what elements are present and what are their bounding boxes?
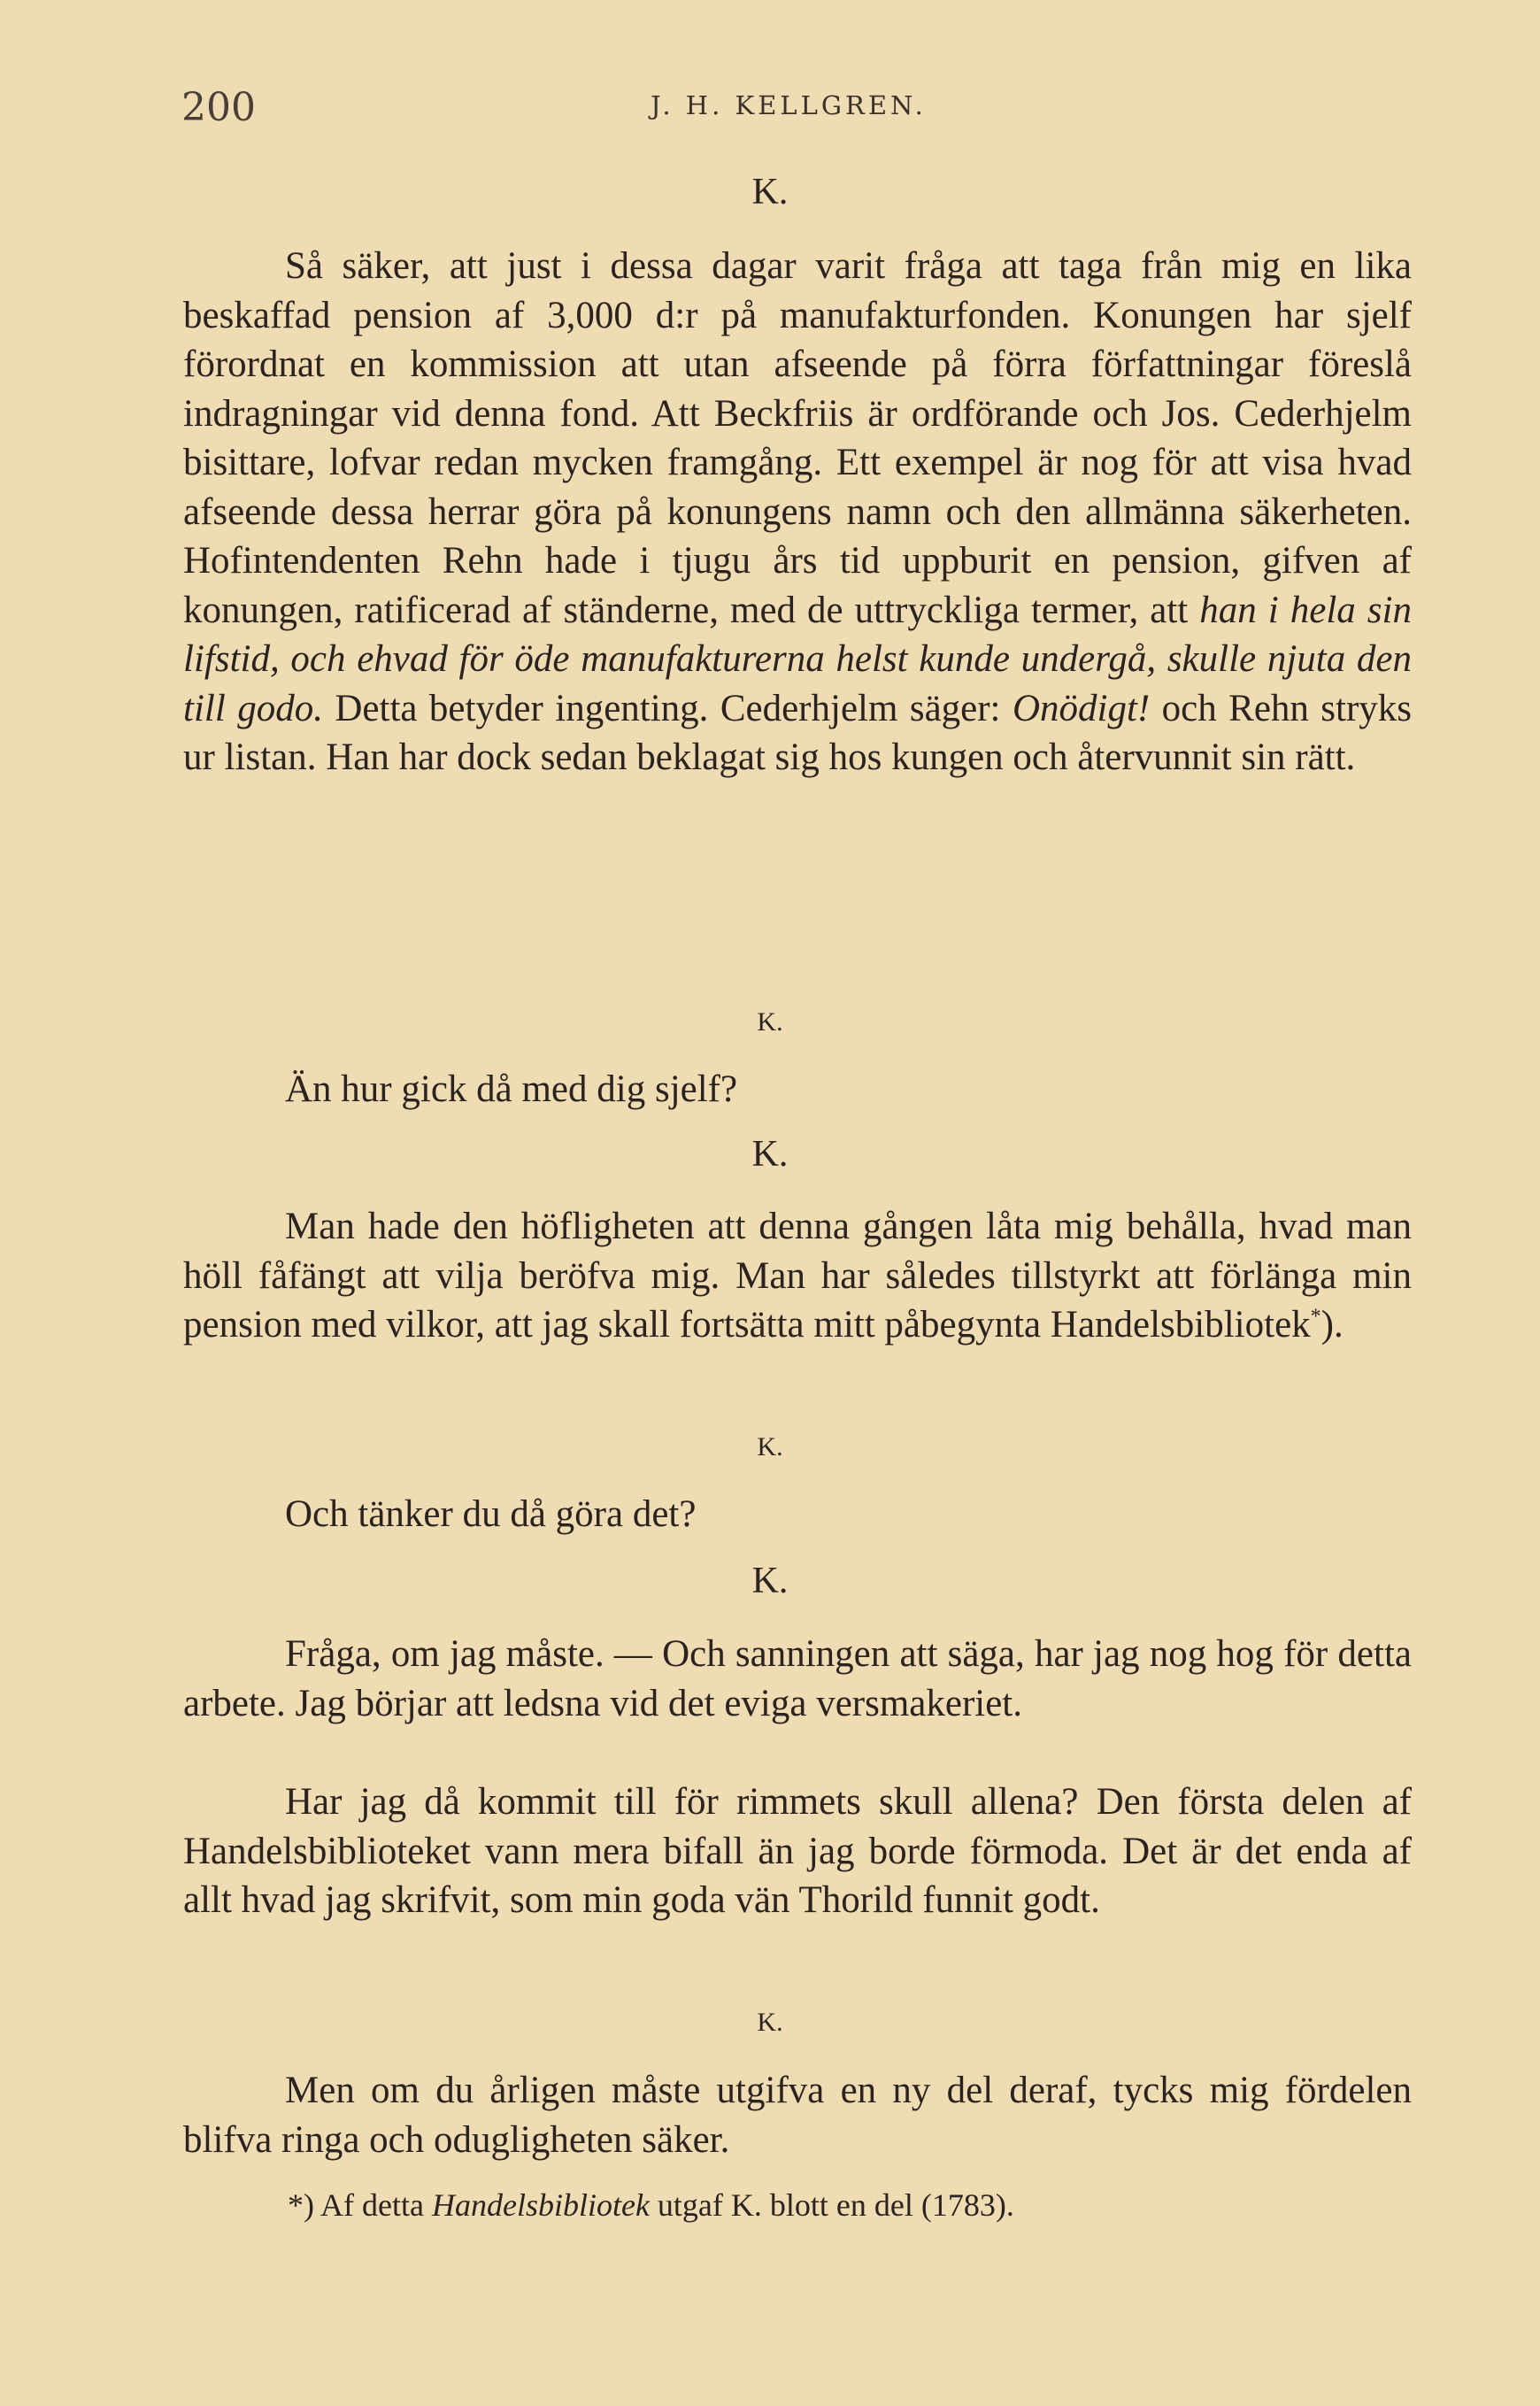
running-head — [181, 85, 1359, 130]
paragraph-question-2: Och tänker du då göra det? — [285, 1493, 697, 1535]
page-number: 200 — [181, 85, 256, 130]
footnote-text: Af detta — [320, 2187, 424, 2223]
footnote-text: utgaf K. blott en del (1783). — [657, 2187, 1014, 2223]
paragraph-text: Detta betyder ingenting. Cederhjelm säger: — [335, 687, 1001, 729]
footnote-mark: * — [1310, 1305, 1321, 1329]
paragraph-utgifva: Men om du årligen måste utgifva en ny del deraf, tycks mig fördelen blifva ringa och odugligheten säker. — [183, 2070, 1412, 2161]
italic-quote: han i hela sin lifstid, och ehvad för öde manufakturerna helst kunde undergå, skulle njuta den till godo. — [183, 589, 1412, 729]
paragraph-text: ). — [1321, 1304, 1344, 1346]
speaker-label: K. — [751, 1134, 789, 1175]
speaker-label: K. — [757, 1432, 783, 1461]
paragraph-pension — [183, 242, 1412, 783]
speaker-label: K. — [757, 2008, 783, 2037]
paragraph-text: Så säker, att just i dessa dagar varit fråga att taga från mig en lika beskaffad pension af 3,000 d:r på manufakturfonden. Konungen har sjelf förordnat en kommission att utan afseende på förra författningar föreslå indragningar vid denna fond. Att Beckfriis är ordförande och Jos. Cederhjelm bisittare, lofvar redan mycken framgång. Ett exempel är nog för att visa hvad afseende dessa herrar göra på konungens namn och den allmänna säkerheten. Hofintendenten Rehn hade i tjugu års tid uppburit en pension, gifven af konungen, ratificerad af ständerne, med de uttryckliga termer, att — [183, 245, 1412, 631]
speaker-label: K. — [751, 172, 789, 212]
paragraph-thorild: Har jag då kommit till för rimmets skull allena? Den första delen af Handelsbiblioteket vann mera bifall än jag borde förmoda. Det är det enda af allt hvad jag skrifvit, som min goda vän Thorild funnit godt. — [183, 1781, 1412, 1921]
running-title: J. H. KELLGREN. — [651, 90, 927, 120]
speaker-label: K. — [751, 1561, 789, 1601]
paragraph-question: Än hur gick då med dig sjelf? — [285, 1068, 738, 1110]
paragraph-handelsbibliotek — [183, 1202, 1412, 1350]
paragraph-text: och Rehn stryks ur listan. Han har dock sedan beklagat sig hos kungen och återvunnit sin rätt. — [183, 687, 1413, 778]
paragraph-text: Man hade den höfligheten att denna gången låta mig behålla, hvad man höll fåfängt att vilja beröfva mig. Man har således tillstyrkt att förlänga min pension med vilkor, att jag skall fortsätta mitt påbegynta Handelsbibliotek — [183, 1206, 1412, 1346]
footnote-italic: Handelsbibliotek — [431, 2187, 650, 2223]
footnote — [288, 2186, 1014, 2224]
paragraph-versmakeriet: Fråga, om jag måste. — Och sanningen att säga, har jag nog hog för detta arbete. Jag börjar att ledsna vid det eviga versmakeriet. — [183, 1633, 1412, 1724]
speaker-label: K. — [757, 1007, 783, 1037]
footnote-marker: *) — [288, 2187, 314, 2223]
italic-word: Onödigt! — [1012, 687, 1151, 729]
